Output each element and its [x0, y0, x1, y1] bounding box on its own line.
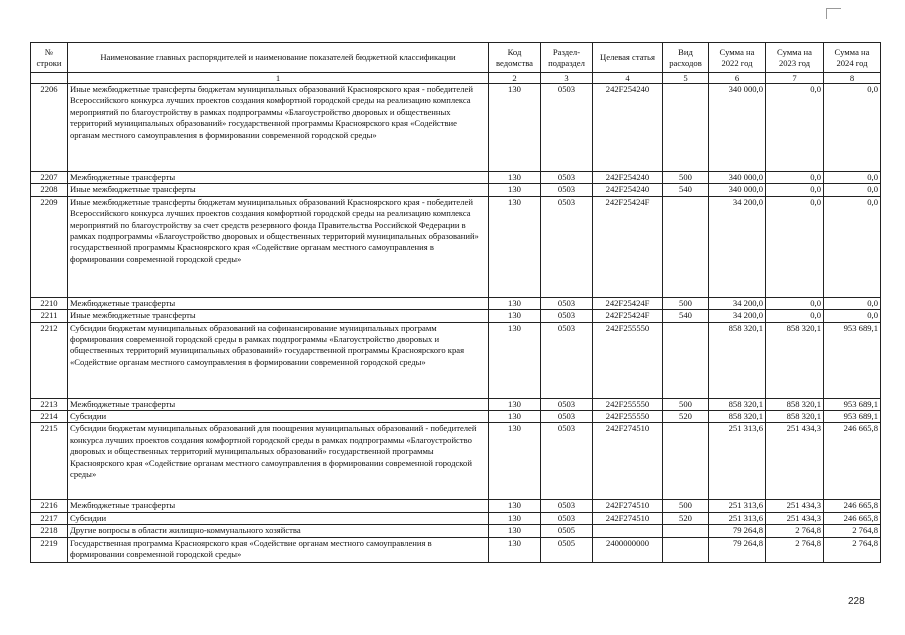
- row-ved-cell: 130: [489, 297, 541, 309]
- row-vr-cell: [663, 537, 709, 562]
- header-vr: Вид расходов: [663, 43, 709, 73]
- row-name-cell: Субсидии: [68, 411, 489, 423]
- row-ved-cell: 130: [489, 184, 541, 196]
- table-row: [31, 423, 881, 500]
- row-vr-cell: 500: [663, 500, 709, 512]
- row-sum-2022-cell: 340 000,0: [709, 184, 766, 196]
- row-sum-2022-cell: 858 320,1: [709, 322, 766, 398]
- row-ved-cell: 130: [489, 500, 541, 512]
- header-csr: Целевая статья: [593, 43, 663, 73]
- scan-corner-mark: [826, 8, 841, 19]
- row-sum-2022-cell: 340 000,0: [709, 172, 766, 184]
- column-number: 1: [68, 73, 489, 84]
- row-name-cell: Иные межбюджетные трансферты: [68, 310, 489, 322]
- row-number-cell: 2210: [31, 297, 68, 309]
- row-sum-2023-cell: 0,0: [766, 172, 824, 184]
- row-razdel-cell: 0503: [541, 184, 593, 196]
- row-razdel-cell: 0503: [541, 310, 593, 322]
- row-sum-2023-cell: 858 320,1: [766, 322, 824, 398]
- row-vr-cell: [663, 423, 709, 500]
- table-row: [31, 297, 881, 309]
- row-ved-cell: 130: [489, 84, 541, 172]
- row-razdel-cell: 0503: [541, 297, 593, 309]
- row-sum-2023-cell: 0,0: [766, 310, 824, 322]
- row-sum-2024-cell: 0,0: [824, 84, 881, 172]
- row-razdel-cell: 0503: [541, 172, 593, 184]
- row-vr-cell: [663, 84, 709, 172]
- row-sum-2022-cell: 858 320,1: [709, 411, 766, 423]
- row-csr-cell: 242F255550: [593, 411, 663, 423]
- row-name-cell: Межбюджетные трансферты: [68, 500, 489, 512]
- row-razdel-cell: 0503: [541, 84, 593, 172]
- table-row: [31, 411, 881, 423]
- header-num: № строки: [31, 43, 68, 73]
- column-number: 5: [663, 73, 709, 84]
- row-sum-2024-cell: 953 689,1: [824, 398, 881, 410]
- row-vr-cell: 520: [663, 411, 709, 423]
- row-csr-cell: 242F274510: [593, 423, 663, 500]
- table-row: [31, 196, 881, 297]
- row-csr-cell: 2400000000: [593, 537, 663, 562]
- row-sum-2023-cell: 0,0: [766, 84, 824, 172]
- row-sum-2022-cell: 340 000,0: [709, 84, 766, 172]
- row-number-cell: 2214: [31, 411, 68, 423]
- page-number: 228: [848, 596, 865, 607]
- row-sum-2024-cell: 0,0: [824, 297, 881, 309]
- row-name-cell: Субсидии: [68, 512, 489, 524]
- row-razdel-cell: 0505: [541, 537, 593, 562]
- row-ved-cell: 130: [489, 423, 541, 500]
- row-ved-cell: 130: [489, 322, 541, 398]
- table-row: [31, 310, 881, 322]
- header-sum-2022: Сумма на 2022 год: [709, 43, 766, 73]
- row-number-cell: 2211: [31, 310, 68, 322]
- column-number-row: [31, 73, 881, 84]
- row-sum-2022-cell: 79 264,8: [709, 537, 766, 562]
- row-ved-cell: 130: [489, 196, 541, 297]
- row-sum-2022-cell: 858 320,1: [709, 398, 766, 410]
- column-number: 8: [824, 73, 881, 84]
- row-csr-cell: 242F254240: [593, 184, 663, 196]
- row-razdel-cell: 0503: [541, 512, 593, 524]
- row-sum-2024-cell: 953 689,1: [824, 411, 881, 423]
- column-number: 3: [541, 73, 593, 84]
- row-csr-cell: 242F255550: [593, 398, 663, 410]
- row-number-cell: 2207: [31, 172, 68, 184]
- row-razdel-cell: 0503: [541, 423, 593, 500]
- row-ved-cell: 130: [489, 525, 541, 537]
- row-name-cell: Государственная программа Красноярского края «Содействие органам местного самоуправления в формировании современной городской среды»: [68, 537, 489, 562]
- row-sum-2022-cell: 251 313,6: [709, 423, 766, 500]
- row-name-cell: Иные межбюджетные трансферты: [68, 184, 489, 196]
- column-number: 6: [709, 73, 766, 84]
- row-number-cell: 2213: [31, 398, 68, 410]
- row-number-cell: 2212: [31, 322, 68, 398]
- row-razdel-cell: 0503: [541, 411, 593, 423]
- row-sum-2023-cell: 858 320,1: [766, 411, 824, 423]
- row-csr-cell: [593, 525, 663, 537]
- row-sum-2024-cell: 2 764,8: [824, 537, 881, 562]
- row-vr-cell: 540: [663, 310, 709, 322]
- header-sum-2024: Сумма на 2024 год: [824, 43, 881, 73]
- row-razdel-cell: 0505: [541, 525, 593, 537]
- row-sum-2022-cell: 251 313,6: [709, 500, 766, 512]
- table-row: [31, 500, 881, 512]
- row-number-cell: 2218: [31, 525, 68, 537]
- row-razdel-cell: 0503: [541, 500, 593, 512]
- table-row: [31, 537, 881, 562]
- row-sum-2022-cell: 34 200,0: [709, 310, 766, 322]
- table-body: [31, 84, 881, 563]
- row-ved-cell: 130: [489, 411, 541, 423]
- row-csr-cell: 242F25424F: [593, 310, 663, 322]
- table-row: [31, 184, 881, 196]
- row-name-cell: Иные межбюджетные трансферты бюджетам муниципальных образований Красноярского края - победителей Всероссийского конкурса лучших проектов создания комфортной городской среды на реализацию комплекса мероприятий по благоустройству в рамках подпрограммы «Благоустройство дворовых и общественных территорий муниципальных образований» государственной программы Красноярского края «Содействие органам местного самоуправления в формировании современной городской среды»: [68, 84, 489, 172]
- row-vr-cell: 520: [663, 512, 709, 524]
- table-row: [31, 398, 881, 410]
- row-name-cell: Другие вопросы в области жилищно-коммунального хозяйства: [68, 525, 489, 537]
- header-sum-2023: Сумма на 2023 год: [766, 43, 824, 73]
- row-sum-2022-cell: 34 200,0: [709, 297, 766, 309]
- row-vr-cell: [663, 322, 709, 398]
- table-row: [31, 172, 881, 184]
- row-ved-cell: 130: [489, 512, 541, 524]
- row-sum-2024-cell: 246 665,8: [824, 500, 881, 512]
- table-row: [31, 525, 881, 537]
- header-row: [31, 43, 881, 73]
- column-number: 4: [593, 73, 663, 84]
- row-number-cell: 2209: [31, 196, 68, 297]
- header-ved: Код ведомства: [489, 43, 541, 73]
- row-vr-cell: 540: [663, 184, 709, 196]
- row-number-cell: 2216: [31, 500, 68, 512]
- row-name-cell: Межбюджетные трансферты: [68, 172, 489, 184]
- row-number-cell: 2217: [31, 512, 68, 524]
- table-row: [31, 322, 881, 398]
- row-name-cell: Иные межбюджетные трансферты бюджетам муниципальных образований Красноярского края - победителей Всероссийского конкурса лучших проектов создания комфортной городской среды на реализацию комплекса мероприятий по благоустройству за счет средств резервного фонда Правительства Российской Федерации в рамках подпрограммы «Благоустройство дворовых и общественных территорий муниципальных образований» государственной программы Красноярского края «Содействие органам местного самоуправления в формировании современной городской среды»: [68, 196, 489, 297]
- row-sum-2023-cell: 0,0: [766, 184, 824, 196]
- row-csr-cell: 242F25424F: [593, 297, 663, 309]
- row-vr-cell: [663, 525, 709, 537]
- row-number-cell: 2215: [31, 423, 68, 500]
- row-name-cell: Субсидии бюджетам муниципальных образований на софинансирование муниципальных программ формирования современной городской среды в рамках подпрограммы «Благоустройство дворовых и общественных территорий муниципальных образований» государственной программы Красноярского края «Содействие органам местного самоуправления в формировании современной городской среды»: [68, 322, 489, 398]
- row-vr-cell: 500: [663, 172, 709, 184]
- row-name-cell: Межбюджетные трансферты: [68, 398, 489, 410]
- row-sum-2023-cell: 251 434,3: [766, 512, 824, 524]
- row-sum-2024-cell: 246 665,8: [824, 423, 881, 500]
- row-sum-2022-cell: 251 313,6: [709, 512, 766, 524]
- row-number-cell: 2208: [31, 184, 68, 196]
- row-sum-2024-cell: 0,0: [824, 310, 881, 322]
- row-sum-2022-cell: 34 200,0: [709, 196, 766, 297]
- row-sum-2024-cell: 0,0: [824, 172, 881, 184]
- row-csr-cell: 242F254240: [593, 84, 663, 172]
- row-sum-2023-cell: 2 764,8: [766, 525, 824, 537]
- row-number-cell: 2219: [31, 537, 68, 562]
- row-number-cell: 2206: [31, 84, 68, 172]
- row-sum-2024-cell: 0,0: [824, 184, 881, 196]
- header-name: Наименование главных распорядителей и наименование показателей бюджетной классификации: [68, 43, 489, 73]
- row-name-cell: Субсидии бюджетам муниципальных образований для поощрения муниципальных образований - победителей конкурса лучших проектов создания комфортной городской среды в рамках подпрограммы «Благоустройство дворовых и общественных территорий муниципальных образований» государственной программы Красноярского края «Содействие органам местного самоуправления в формировании современной городской среды»: [68, 423, 489, 500]
- row-csr-cell: 242F255550: [593, 322, 663, 398]
- row-razdel-cell: 0503: [541, 398, 593, 410]
- row-csr-cell: 242F25424F: [593, 196, 663, 297]
- row-sum-2023-cell: 251 434,3: [766, 423, 824, 500]
- budget-table: [30, 42, 881, 563]
- table-row: [31, 512, 881, 524]
- row-razdel-cell: 0503: [541, 322, 593, 398]
- header-razdel: Раздел-подраздел: [541, 43, 593, 73]
- row-sum-2023-cell: 858 320,1: [766, 398, 824, 410]
- column-number: 2: [489, 73, 541, 84]
- row-sum-2023-cell: 251 434,3: [766, 500, 824, 512]
- column-number: [31, 73, 68, 84]
- row-sum-2023-cell: 0,0: [766, 297, 824, 309]
- row-sum-2022-cell: 79 264,8: [709, 525, 766, 537]
- row-ved-cell: 130: [489, 537, 541, 562]
- row-sum-2023-cell: 2 764,8: [766, 537, 824, 562]
- row-ved-cell: 130: [489, 172, 541, 184]
- row-razdel-cell: 0503: [541, 196, 593, 297]
- row-vr-cell: 500: [663, 297, 709, 309]
- row-ved-cell: 130: [489, 310, 541, 322]
- row-sum-2023-cell: 0,0: [766, 196, 824, 297]
- table-row: [31, 84, 881, 172]
- row-vr-cell: [663, 196, 709, 297]
- row-sum-2024-cell: 2 764,8: [824, 525, 881, 537]
- column-number: 7: [766, 73, 824, 84]
- row-sum-2024-cell: 246 665,8: [824, 512, 881, 524]
- row-vr-cell: 500: [663, 398, 709, 410]
- row-name-cell: Межбюджетные трансферты: [68, 297, 489, 309]
- row-ved-cell: 130: [489, 398, 541, 410]
- row-csr-cell: 242F254240: [593, 172, 663, 184]
- row-sum-2024-cell: 0,0: [824, 196, 881, 297]
- row-csr-cell: 242F274510: [593, 500, 663, 512]
- row-sum-2024-cell: 953 689,1: [824, 322, 881, 398]
- row-csr-cell: 242F274510: [593, 512, 663, 524]
